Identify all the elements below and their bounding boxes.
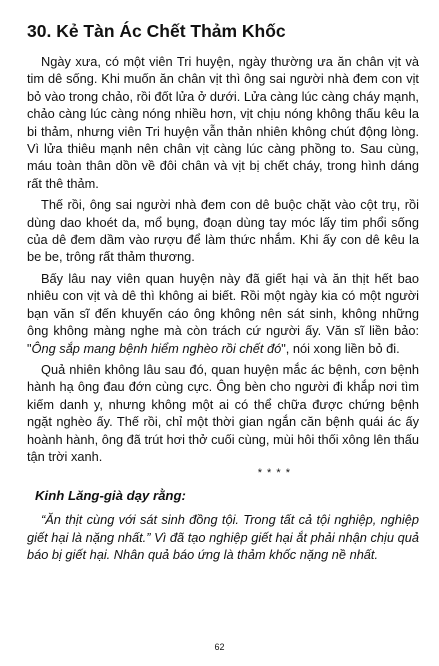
- chapter-title: 30. Kẻ Tàn Ác Chết Thảm Khốc: [27, 21, 286, 41]
- paragraph-3-ending: ", nói xong liền bỏ đi.: [281, 340, 400, 356]
- paragraph-3: [27, 270, 419, 357]
- paragraph-2: Thế rồi, ông sai người nhà đem con dê buộc chặt vào cột trụ, rồi dùng dao khoét da, mổ bụng, đoạn dùng tay móc lấy tim phổi sống của dê đem dầm vào rượu để làm thức nhắm. Khi ấy con dê kêu la be be, trông rất thảm thương.: [27, 197, 419, 265]
- paragraph-1: Ngày xưa, có một viên Tri huyện, ngày thường ưa ăn chân vịt và tim dê sống. Khi muốn ăn chân vịt thì ông sai người nhà đem con vịt bỏ vào trong chảo, rồi đốt lửa ở dưới. Lửa càng lúc càng cháy mạnh, chảo càng lúc càng nóng nhiều hơn, vịt chịu nóng không thấu kêu la bi thảm, nhưng viên Tri huyện vẫn thản nhiên không chút động lòng. Vì lửa thiêu mạnh nên chân vịt càng lúc càng phồng to. Sau cùng, máu toàn thân dồn về đôi chân và vịt bị chết cháy, trong hình dáng rất thê thảm.: [27, 54, 419, 191]
- section-separator: * * * *: [257, 467, 291, 480]
- body-text: [27, 53, 419, 564]
- sutra-subheading: Kinh Lăng-già dạy rằng:: [35, 488, 186, 504]
- paragraph-3-text: Bấy lâu nay viên quan huyện này đã giết hại và ăn thịt hết bao nhiêu con vịt và dê thì không ai biết. Rồi một ngày kia có một người bạn văn sĩ đến khuyến cáo ông không nên sát sinh, không những ông không màng nghe mà còn trách cứ người ấy. Văn sĩ liền bảo: ": [27, 270, 419, 356]
- page-number: 62: [214, 642, 225, 652]
- paragraph-4: Quả nhiên không lâu sau đó, quan huyện mắc ác bệnh, cơn bệnh hành hạ ông đau đớn cùng cực. Ông bèn cho người đi khắp nơi tìm kiếm danh y, nhưng không một ai có thể chữa được chứng bệnh ngặt nghèo ấy. Thế rồi, chỉ một thời gian ngắn căn bệnh quái ác ấy hoành hành, ông đã trút hơi thở cuối cùng, mùi hôi thối xông lên thấu tận trời xanh.: [27, 361, 419, 464]
- sutra-quote: “Ăn thịt cùng với sát sinh đồng tội. Trong tất cả tội nghiệp, nghiệp giết hại là nặng nhất.” Vì đã tạo nghiệp giết hại ắt phải nhận chịu quả báo bị giết hại. Nhân quả báo ứng là thảm khốc nặng nề nhất.: [27, 512, 419, 563]
- quoted-warning: Ông sắp mang bệnh hiểm nghèo rồi chết đó: [31, 340, 282, 356]
